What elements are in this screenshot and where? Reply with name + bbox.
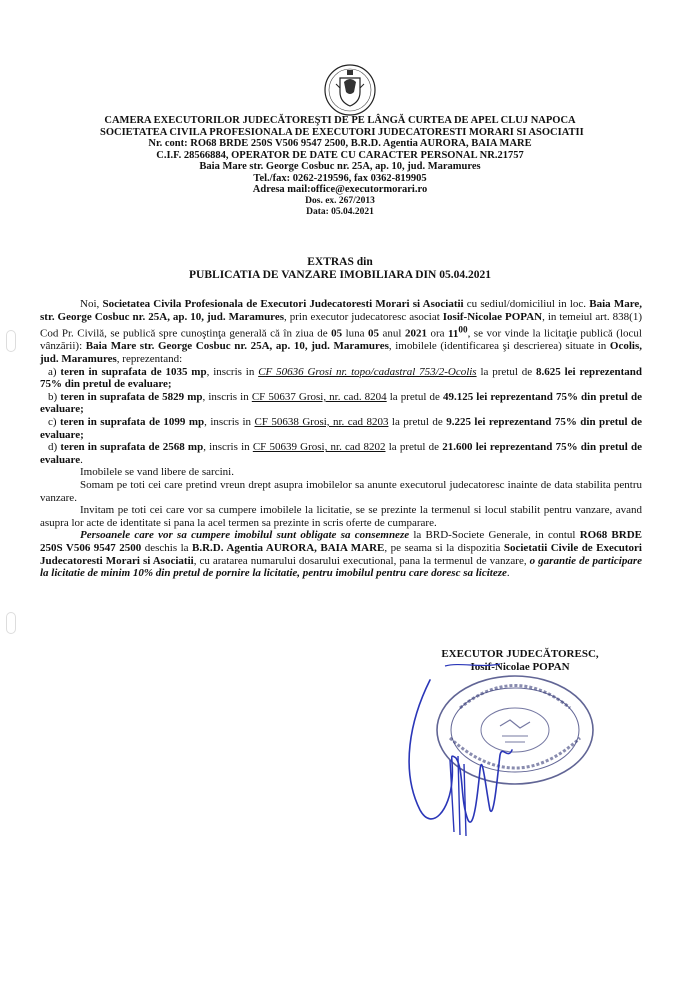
property-item-d	[40, 441, 642, 466]
property-location: Ocolis, jud. Maramures	[40, 340, 642, 366]
intro-paragraph	[40, 298, 642, 366]
header-phone: Tel./fax: 0262-219596, fax 0362-819905	[253, 172, 427, 184]
text-run: luna	[342, 327, 369, 340]
handwritten-signature	[390, 660, 540, 840]
document-body	[40, 298, 642, 580]
header-case-number: Dos. ex. 267/2013	[305, 195, 375, 206]
item-price: 21.600 lei reprezentand 75% din pretul de evaluare	[40, 441, 642, 466]
text-run: la pretul de	[385, 441, 443, 454]
sale-location: Baia Mare str. George Cosbuc nr. 25A, ap. 10, jud. Maramures	[85, 340, 389, 353]
guarantee-terms: o garantie de participare la licitatie de minim 10% din pretul de pornire la licitatie, pentru imobilul pentru care doresc sa liciteze	[40, 554, 642, 580]
invitation-paragraph: Invitam pe toti cei care vor sa cumpere imobilele la licitatie, se se prezinte la termenul si locul stabilit pentru vanzare, avand asupra lor acte de identitate si pana la acel termen sa prezinte in scris oferte de cumparare.	[40, 504, 642, 529]
text-run: ora	[426, 327, 448, 340]
property-item-b	[40, 391, 642, 416]
item-description: teren in suprafata de 1099 mp	[60, 416, 205, 428]
header-address: Baia Mare str. George Cosbuc nr. 25A, ap. 10, jud. Maramures	[199, 161, 481, 172]
obligation-text: Persoanele care vor sa cumpere imobilul sunt obligate sa consemneze	[80, 529, 410, 542]
text-run: cu sediul/domiciliul in loc.	[463, 298, 590, 310]
sale-month: 05	[368, 327, 380, 340]
text-run: , reprezentand:	[116, 353, 183, 366]
text-run: , inscris in	[204, 416, 255, 428]
item-price: 8.625 lei reprezentand 75% din pretul de evaluare;	[40, 365, 642, 391]
item-description: teren in suprafata de 5829 mp	[60, 390, 203, 403]
text-run: anul	[379, 327, 405, 340]
bank-branch: B.R.D. Agentia AURORA, BAIA MARE	[192, 541, 385, 554]
title-line-1: EXTRAS din	[307, 256, 373, 268]
text-run: , imobilele (identificarea şi descrierea) situate in	[388, 340, 610, 353]
header-fiscal-code: C.I.F. 28566884, OPERATOR DE DATE CU CARACTER PERSONAL NR.21757	[156, 149, 524, 161]
company-address: Baia Mare, str. George Cosbuc nr. 25A, ap. 10, jud. Maramures	[40, 298, 643, 323]
sale-minutes: 00	[458, 324, 468, 335]
text-run: , se vor vinde la licitaţie publică (locul vânzării):	[40, 327, 642, 353]
executor-role: EXECUTOR JUDECĂTORESC,	[441, 648, 599, 660]
text-run: Noi,	[80, 298, 103, 310]
executor-name: Iosif-Nicolae POPAN	[442, 310, 543, 323]
coat-of-arms-emblem	[318, 62, 382, 118]
text-run: la pretul de	[388, 416, 447, 428]
text-run: , inscris in	[202, 390, 252, 403]
item-description: teren in suprafata de 2568 mp	[60, 441, 204, 454]
text-run: la pretul de	[386, 390, 443, 403]
header-bank-account: Nr. cont: RO68 BRDE 250S V506 9547 2500, B.R.D. Agentia AURORA, BAIA MARE	[148, 138, 532, 149]
item-price: 9.225 lei reprezentand 75% din pretul de evaluare;	[40, 416, 642, 441]
sale-hour	[448, 324, 468, 340]
text-run: .	[506, 567, 510, 580]
item-letter: d)	[48, 441, 61, 454]
text-run: la BRD-Societe Generale, in contul	[409, 529, 580, 542]
company-name: Societatii Civile de Executori Judecatoresti Morari si Asociatii	[40, 541, 642, 567]
summons-paragraph: Somam pe toti cei care pretind vreun drept asupra imobilelor sa anunte executorul judecatoresc inainte de data stabilita pentru vanzare.	[40, 478, 642, 504]
header-date: Data: 05.04.2021	[306, 206, 374, 217]
text-run: , prin executor judecatoresc asociat	[284, 310, 443, 323]
property-item-a	[40, 366, 642, 391]
institution-header	[100, 115, 584, 218]
sale-day: 05	[331, 327, 343, 340]
item-letter: c)	[48, 416, 60, 428]
header-company-name: SOCIETATEA CIVILA PROFESIONALA DE EXECUTORI JUDECATORESTI MORARI SI ASOCIATII	[100, 126, 584, 138]
text-run: , cu aratarea numarului dosarului executional, pana la termenul de vanzare,	[193, 554, 530, 567]
punch-hole-mark	[6, 612, 16, 634]
text-run: , inscris in	[203, 441, 253, 454]
bank-account: RO68 BRDE 250S V506 9547 2500	[40, 529, 642, 554]
item-description: teren in suprafata de 1035 mp	[60, 365, 207, 378]
sale-hour-value: 11	[448, 327, 459, 340]
executor-signature-name: Iosif-Nicolae POPAN	[470, 660, 570, 673]
text-run: , inscris in	[206, 365, 259, 378]
land-registry-ref: CF 50637 Grosi, nr. cad. 8204	[251, 390, 387, 403]
header-chamber-name: CAMERA EXECUTORILOR JUDECĂTOREŞTI DE PE LÂNGĂ CURTEA DE APEL CLUJ NAPOCA	[104, 115, 576, 126]
title-line-2: PUBLICATIA DE VANZARE IMOBILIARA DIN 05.04.2021	[189, 269, 491, 281]
item-letter: b)	[48, 390, 61, 403]
land-registry-ref: CF 50636 Grosi nr. topo/cadastral 753/2-Ocolis	[258, 365, 477, 378]
text-run: .	[80, 453, 83, 466]
text-run: , pe seama si la dispozitia	[384, 541, 504, 554]
text-run: la pretul de	[476, 365, 536, 378]
header-email: Adresa mail:office@executormorari.ro	[252, 184, 428, 195]
sale-year: 2021	[404, 327, 427, 340]
encumbrance-paragraph: Imobilele se vand libere de sarcini.	[80, 466, 234, 479]
item-letter: a)	[48, 365, 61, 378]
land-registry-ref: CF 50638 Grosi, nr. cad 8203	[254, 416, 389, 428]
text-run: , in temeiul art. 838(1) Cod Pr. Civilă, se publică spre cunoştinţa generală că în ziua de	[40, 310, 642, 340]
guarantee-paragraph	[40, 529, 642, 579]
property-item-c	[40, 416, 642, 441]
company-name: Societatea Civila Profesionala de Executori Judecatoresti Morari si Asociatii	[102, 298, 464, 310]
land-registry-ref: CF 50639 Grosi, nr. cad 8202	[252, 441, 386, 454]
text-run: deschis la	[141, 541, 193, 554]
document-title	[100, 256, 580, 282]
punch-hole-mark	[6, 330, 16, 352]
item-price: 49.125 lei reprezentand 75% din pretul de evaluare;	[40, 390, 642, 416]
